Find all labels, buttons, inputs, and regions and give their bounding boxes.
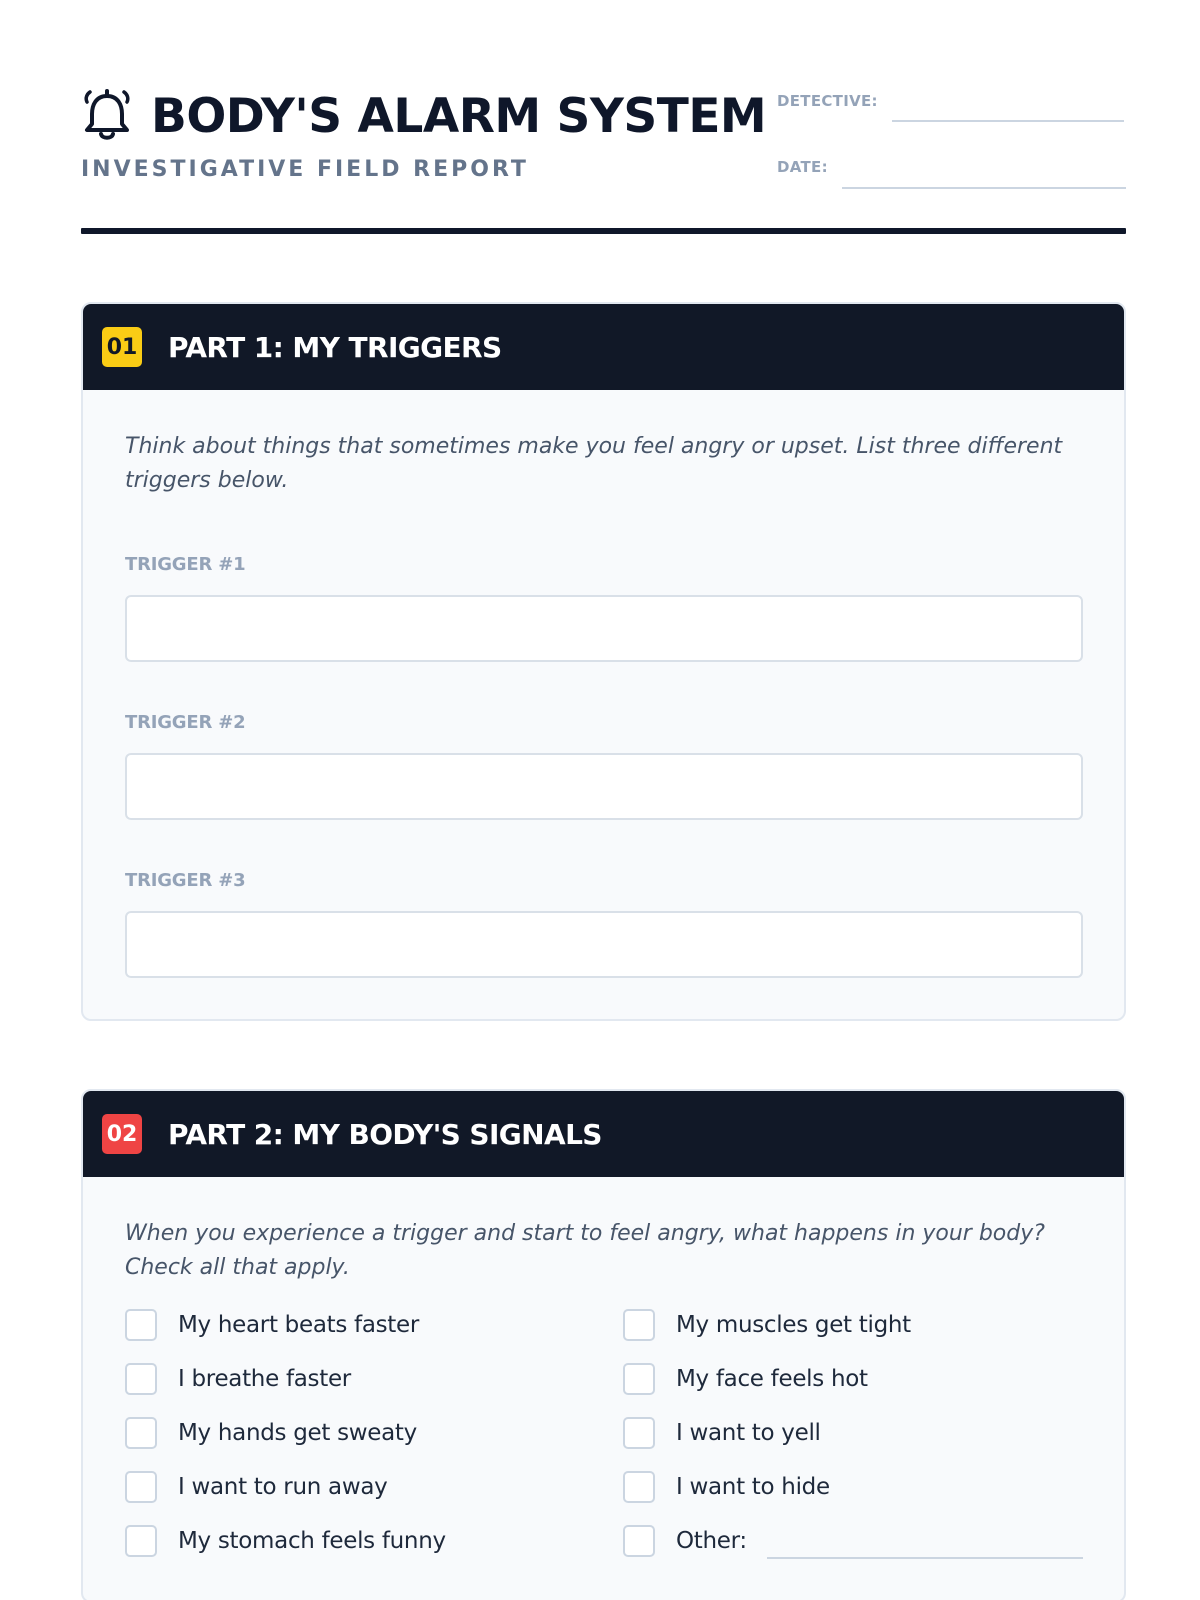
signal-item[interactable] [125, 1471, 623, 1503]
date-field[interactable] [777, 158, 1126, 176]
signal-item[interactable] [623, 1417, 1083, 1449]
date-label: DATE: [777, 158, 828, 176]
worksheet-header [81, 0, 1126, 236]
detective-line[interactable] [892, 120, 1124, 122]
signal-item[interactable] [125, 1417, 623, 1449]
date-line[interactable] [842, 187, 1126, 189]
title-row [81, 88, 766, 144]
signal-label: My muscles get tight [676, 1312, 911, 1338]
checkbox[interactable] [125, 1417, 157, 1449]
other-write-in-line[interactable] [767, 1557, 1083, 1559]
part2-header [83, 1091, 1124, 1177]
trigger-1-input[interactable] [125, 595, 1083, 662]
part1-section [81, 302, 1126, 1021]
bell-icon [81, 88, 133, 144]
checkbox[interactable] [125, 1363, 157, 1395]
signal-label: I want to hide [676, 1474, 830, 1500]
part2-body [83, 1177, 1124, 1557]
trigger-3-block [125, 870, 1082, 978]
signal-item[interactable] [125, 1525, 623, 1557]
checkbox[interactable] [623, 1363, 655, 1395]
signal-label: My heart beats faster [178, 1312, 420, 1338]
checkbox[interactable] [125, 1309, 157, 1341]
part1-header [83, 304, 1124, 390]
checkbox[interactable] [623, 1525, 655, 1557]
part1-badge: 01 [102, 327, 142, 367]
trigger-2-input[interactable] [125, 753, 1083, 820]
signal-label: My stomach feels funny [178, 1528, 446, 1554]
trigger-1-block [125, 554, 1082, 662]
page-title: BODY'S ALARM SYSTEM [151, 88, 767, 144]
detective-field[interactable] [777, 92, 1124, 110]
signal-label: Other: [676, 1528, 747, 1554]
part1-instructions: Think about things that sometimes make you feel angry or upset. List three different triggers below. [125, 434, 1063, 493]
header-divider [81, 228, 1126, 234]
signal-item[interactable] [623, 1309, 1083, 1341]
signal-item-other[interactable] [623, 1525, 1083, 1557]
trigger-3-label: TRIGGER #3 [125, 870, 246, 891]
detective-label: DETECTIVE: [777, 92, 878, 110]
checkbox[interactable] [623, 1309, 655, 1341]
trigger-2-block [125, 712, 1082, 820]
signal-label: My face feels hot [676, 1366, 868, 1392]
part2-badge: 02 [102, 1114, 142, 1154]
checkbox[interactable] [623, 1471, 655, 1503]
part2-section [81, 1089, 1126, 1600]
part2-instructions: When you experience a trigger and start to feel angry, what happens in your body? Check all that apply. [125, 1221, 1045, 1280]
signal-label: I want to run away [178, 1474, 388, 1500]
page-subtitle: INVESTIGATIVE FIELD REPORT [81, 157, 529, 182]
part1-title: PART 1: MY TRIGGERS [168, 330, 502, 364]
signals-checklist [125, 1309, 1082, 1557]
checkbox[interactable] [623, 1417, 655, 1449]
signal-item[interactable] [623, 1363, 1083, 1395]
checkbox[interactable] [125, 1525, 157, 1557]
part1-body [83, 390, 1124, 978]
signal-label: I breathe faster [178, 1366, 351, 1392]
trigger-2-label: TRIGGER #2 [125, 712, 246, 733]
signal-label: My hands get sweaty [178, 1420, 417, 1446]
signal-label: I want to yell [676, 1420, 821, 1446]
trigger-3-input[interactable] [125, 911, 1083, 978]
checkbox[interactable] [125, 1471, 157, 1503]
signal-item[interactable] [125, 1309, 623, 1341]
signal-item[interactable] [125, 1363, 623, 1395]
worksheet-page [81, 0, 1126, 1554]
trigger-1-label: TRIGGER #1 [125, 554, 246, 575]
signal-item[interactable] [623, 1471, 1083, 1503]
part2-title: PART 2: MY BODY'S SIGNALS [168, 1117, 602, 1151]
